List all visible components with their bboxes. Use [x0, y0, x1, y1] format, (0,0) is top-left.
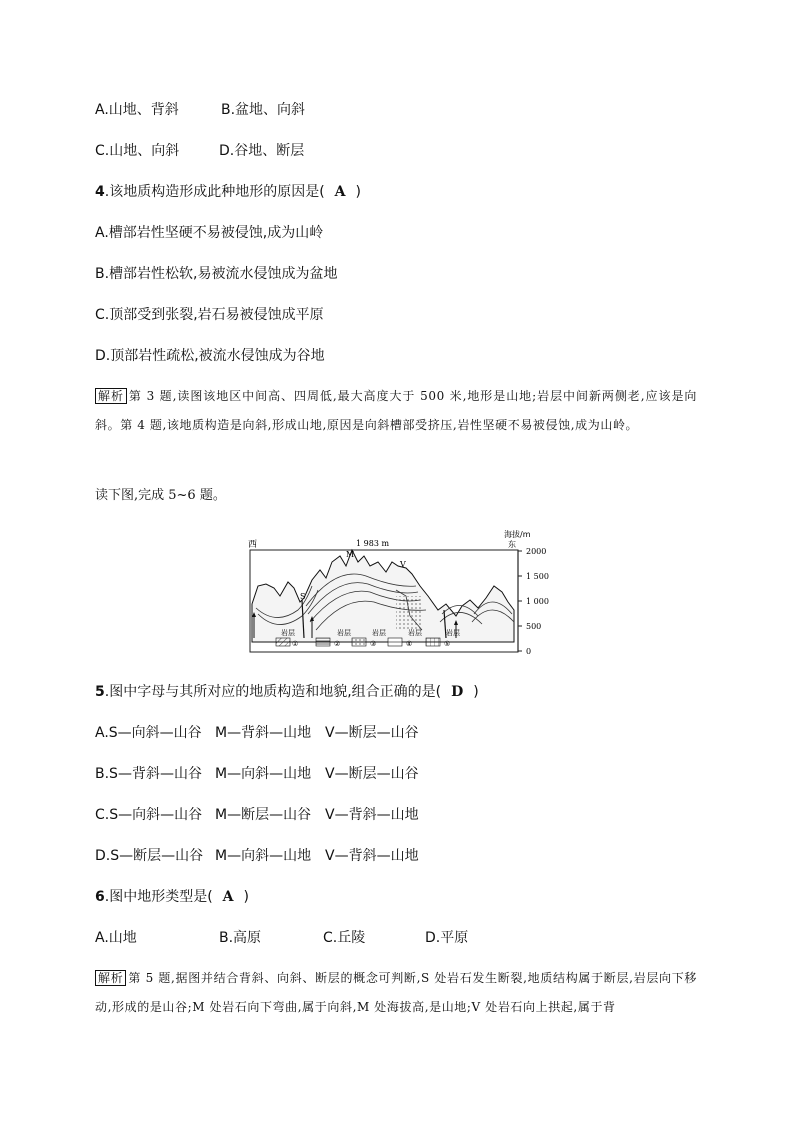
explanation-tag-2: 解析: [95, 970, 126, 986]
axis-title: 海拔/m: [504, 530, 531, 539]
tick-1000: 1 000: [526, 597, 549, 606]
legend-swatch-5: [426, 638, 440, 646]
q6-option-d: D.平原: [425, 930, 469, 946]
tick-500: 500: [526, 622, 542, 631]
q6-answer: A: [222, 889, 234, 905]
q3-option-b: B.盆地、向斜: [221, 102, 306, 118]
legend-label-2: 岩层: [337, 629, 351, 637]
legend-label-3: 岩层: [372, 629, 386, 637]
q4-option-c: C.顶部受到张裂,岩石易被侵蚀成平原: [95, 307, 324, 323]
q4-option-d: D.顶部岩性疏松,被流水侵蚀成为谷地: [95, 348, 325, 364]
legend-num-2: ②: [334, 640, 341, 648]
east-label: 东: [508, 540, 516, 549]
q4-answer: A: [334, 184, 346, 200]
q5-option-d: D.S—断层—山谷 M—向斜—山地 V—背斜—山地: [95, 848, 419, 864]
tick-2000: 2000: [526, 547, 547, 556]
legend-swatch-2: [316, 638, 330, 646]
letter-s: S: [300, 592, 306, 601]
tick-0: 0: [526, 647, 532, 656]
q6-option-b: B.高原: [219, 930, 262, 946]
q6-options: [95, 929, 468, 947]
legend-label-1: 岩层: [281, 629, 295, 637]
q5-stem: 5.图中字母与其所对应的地质构造和地貌,组合正确的是( D ): [95, 684, 479, 700]
letter-v: V: [400, 560, 406, 569]
q5-option-a: A.S—向斜—山谷 M—背斜—山地 V—断层—山谷: [95, 725, 419, 741]
legend-label-5: 岩层: [446, 629, 460, 637]
legend-swatch-3: [352, 638, 366, 646]
q3-option-c: C.山地、向斜: [95, 143, 180, 159]
legend-num-4: ④: [406, 640, 413, 648]
q4-option-b: B.槽部岩性松软,易被流水侵蚀成为盆地: [95, 266, 338, 282]
q3-option-d: D.谷地、断层: [219, 143, 305, 159]
q3-options-row-1: [95, 101, 305, 119]
legend-num-1: ①: [292, 640, 299, 648]
q3-options-row-2: [95, 142, 304, 160]
legend-num-5: ⑤: [444, 640, 451, 648]
q4-option-a: A.槽部岩性坚硬不易被侵蚀,成为山岭: [95, 225, 324, 241]
peak-elevation-label: 1 983 m: [356, 539, 390, 548]
q5-answer: D: [451, 684, 464, 700]
q5-option-b: B.S—背斜—山谷 M—向斜—山地 V—断层—山谷: [95, 766, 419, 782]
explanation-tag: 解析: [95, 388, 127, 404]
q4-stem: 4.该地质构造形成此种地形的原因是( A ): [95, 184, 362, 200]
explanation-5-6: 解析 第 5 题,据图并结合背斜、向斜、断层的概念可判断,S 处岩石发生断裂,地质结构属于断层,岩层向下移动,形成的是山谷;M 处岩石向下弯曲,属于向斜,M 处海拔高,是山地;V 处岩石向上拱起,属于背: [95, 971, 698, 1014]
q5-option-c: C.S—向斜—山谷 M—断层—山谷 V—背斜—山地: [95, 807, 419, 823]
legend-label-4: 岩层: [408, 629, 422, 637]
west-label: 西: [248, 540, 258, 550]
q3-option-a: A.山地、背斜: [95, 102, 179, 118]
figure-intro: 读下图,完成 5~6 题。: [95, 488, 226, 503]
q6-option-c: C.丘陵: [323, 930, 366, 946]
q6-stem: 6.图中地形类型是( A ): [95, 889, 250, 905]
explanation-3-4: 解析 第 3 题,读图该地区中间高、四周低,最大高度大于 500 米,地形是山地;岩层中间新两侧老,应该是向斜。第 4 题,该地质构造是向斜,形成山地,原因是向斜槽部受挤压,岩性坚硬不易被侵蚀,成为山岭。: [95, 389, 698, 432]
geologic-profile-diagram: [246, 526, 556, 656]
q6-option-a: A.山地: [95, 930, 137, 946]
letter-m: M: [346, 550, 355, 559]
legend-num-3: ③: [370, 640, 377, 648]
tick-1500: 1 500: [526, 572, 549, 581]
legend-swatch-1: [276, 638, 290, 646]
